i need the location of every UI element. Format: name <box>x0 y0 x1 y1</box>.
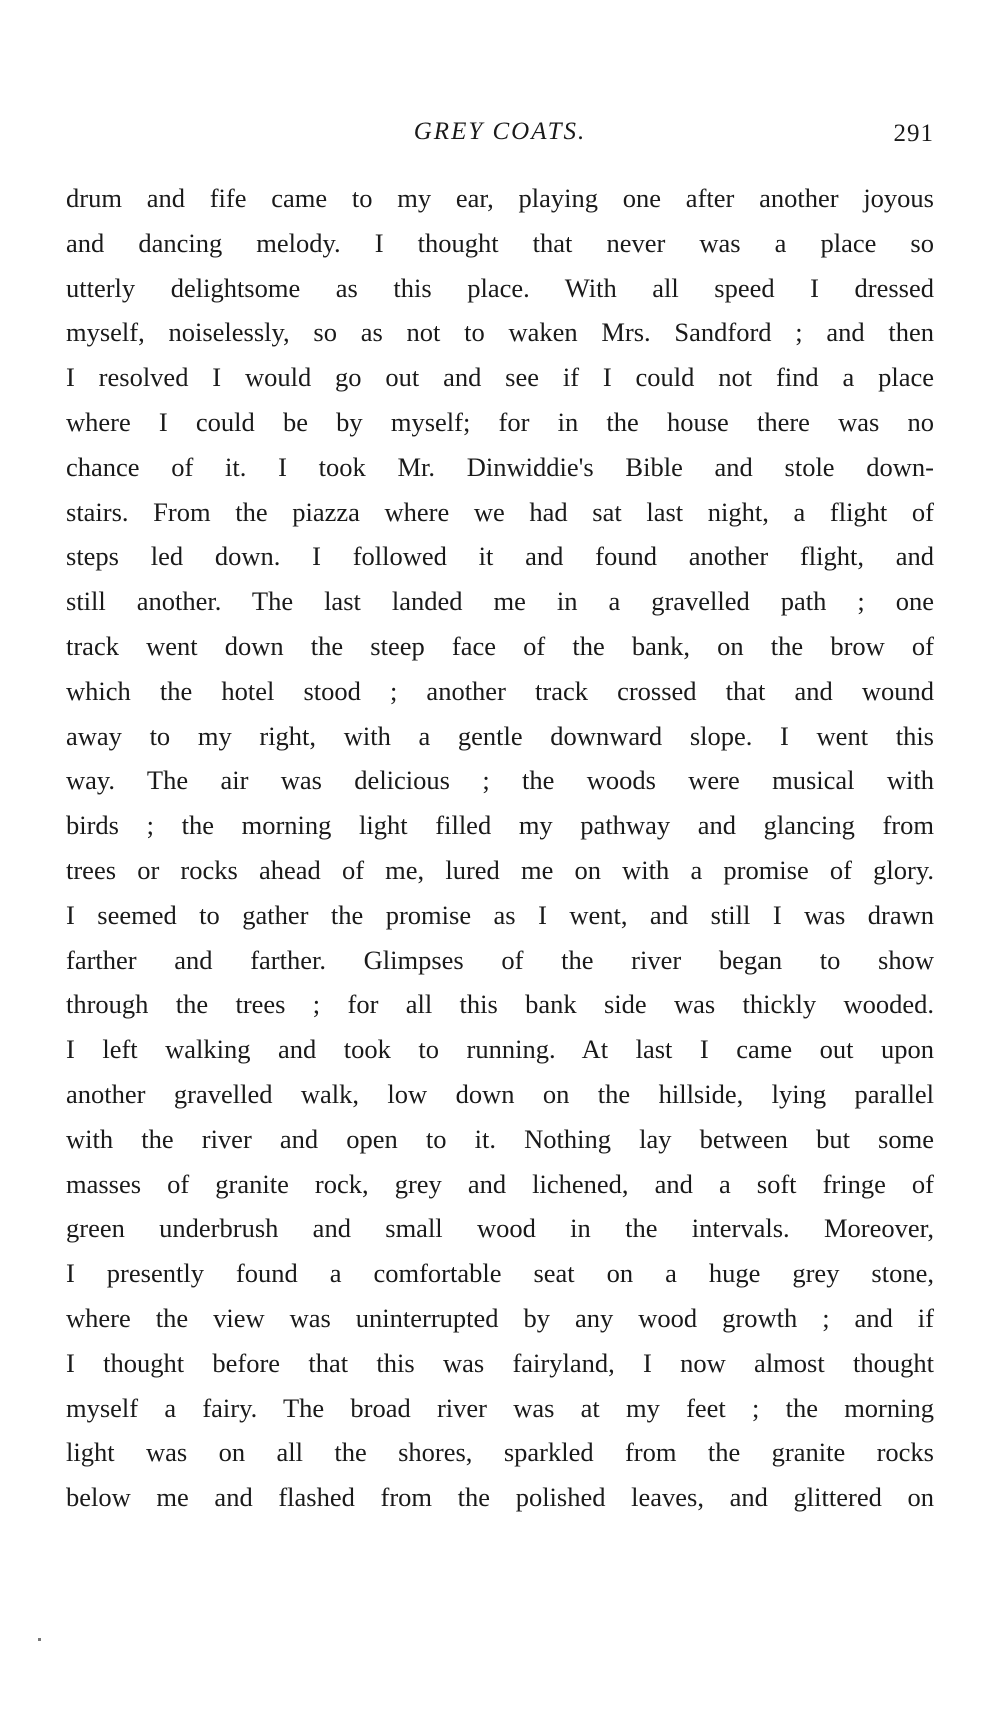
text-line <box>66 893 934 938</box>
text-line <box>66 1072 934 1117</box>
body-text <box>66 176 934 1520</box>
text-line-content: below me and flashed from the polished leaves, and glittered on <box>66 1482 934 1513</box>
text-line-content: myself a fairy. The broad river was at my feet ; the morning <box>66 1392 934 1423</box>
text-line <box>66 310 934 355</box>
text-line <box>66 938 934 983</box>
text-line <box>66 221 934 266</box>
running-head <box>66 118 934 158</box>
text-line <box>66 1430 934 1475</box>
text-line <box>66 176 934 221</box>
text-line-content: utterly delightsome as this place. With all speed I dressed <box>66 272 934 303</box>
text-line <box>66 1117 934 1162</box>
text-line <box>66 624 934 669</box>
text-line-content: still another. The last landed me in a gravelled path ; one <box>66 586 934 617</box>
text-line <box>66 758 934 803</box>
text-line-content: light was on all the shores, sparkled from the granite rocks <box>66 1437 934 1468</box>
text-line-content: where the view was uninterrupted by any wood growth ; and if <box>66 1302 934 1333</box>
text-line <box>66 1386 934 1431</box>
stray-ink-mark <box>38 1638 41 1641</box>
text-line-content: masses of granite rock, grey and lichened, and a soft fringe of <box>66 1168 934 1199</box>
text-line <box>66 803 934 848</box>
text-line <box>66 714 934 759</box>
text-line <box>66 982 934 1027</box>
text-line-content: I resolved I would go out and see if I could not find a place <box>66 362 934 393</box>
text-line <box>66 1341 934 1386</box>
text-line-content: chance of it. I took Mr. Dinwiddie's Bible and stole down- <box>66 451 934 482</box>
text-line <box>66 1162 934 1207</box>
text-line-content: which the hotel stood ; another track crossed that and wound <box>66 675 934 706</box>
text-line-content: green underbrush and small wood in the intervals. Moreover, <box>66 1213 934 1244</box>
text-line-content: way. The air was delicious ; the woods were musical with <box>66 765 934 796</box>
text-line-content: where I could be by myself; for in the house there was no <box>66 406 934 437</box>
text-line <box>66 1206 934 1251</box>
text-line-content: myself, noiselessly, so as not to waken Mrs. Sandford ; and then <box>66 317 934 348</box>
text-line-content: trees or rocks ahead of me, lured me on with a promise of glory. <box>66 854 934 885</box>
text-line-content: and dancing melody. I thought that never was a place so <box>66 227 934 258</box>
text-line-content: another gravelled walk, low down on the hillside, lying parallel <box>66 1078 934 1109</box>
text-line-content: I thought before that this was fairyland, I now almost thought <box>66 1347 934 1378</box>
text-line-content: farther and farther. Glimpses of the river began to show <box>66 944 934 975</box>
text-line-content: I seemed to gather the promise as I went, and still I was drawn <box>66 899 934 930</box>
text-line <box>66 1296 934 1341</box>
text-line <box>66 400 934 445</box>
text-line <box>66 848 934 893</box>
text-line-content: through the trees ; for all this bank side was thickly wooded. <box>66 989 934 1020</box>
text-line <box>66 534 934 579</box>
text-line <box>66 445 934 490</box>
text-line-content: stairs. From the piazza where we had sat last night, a flight of <box>66 496 934 527</box>
text-line <box>66 579 934 624</box>
text-line-content: away to my right, with a gentle downward slope. I went this <box>66 720 934 751</box>
text-line-content: track went down the steep face of the bank, on the brow of <box>66 630 934 661</box>
text-line-content: birds ; the morning light filled my pathway and glancing from <box>66 810 934 841</box>
text-line <box>66 266 934 311</box>
text-line-content: drum and fife came to my ear, playing one after another joyous <box>66 183 934 213</box>
text-line <box>66 1475 934 1520</box>
running-title: GREY COATS. <box>413 118 587 145</box>
text-line-content: I left walking and took to running. At last I came out upon <box>66 1034 934 1065</box>
text-line-content: steps led down. I followed it and found another flight, and <box>66 541 934 572</box>
text-line <box>66 490 934 535</box>
text-line-content: with the river and open to it. Nothing lay between but some <box>66 1123 934 1154</box>
text-line <box>66 355 934 400</box>
text-line-content: I presently found a comfortable seat on a huge grey stone, <box>66 1258 934 1289</box>
page-number: 291 <box>893 120 934 147</box>
text-line <box>66 1251 934 1296</box>
text-line <box>66 1027 934 1072</box>
text-line <box>66 669 934 714</box>
